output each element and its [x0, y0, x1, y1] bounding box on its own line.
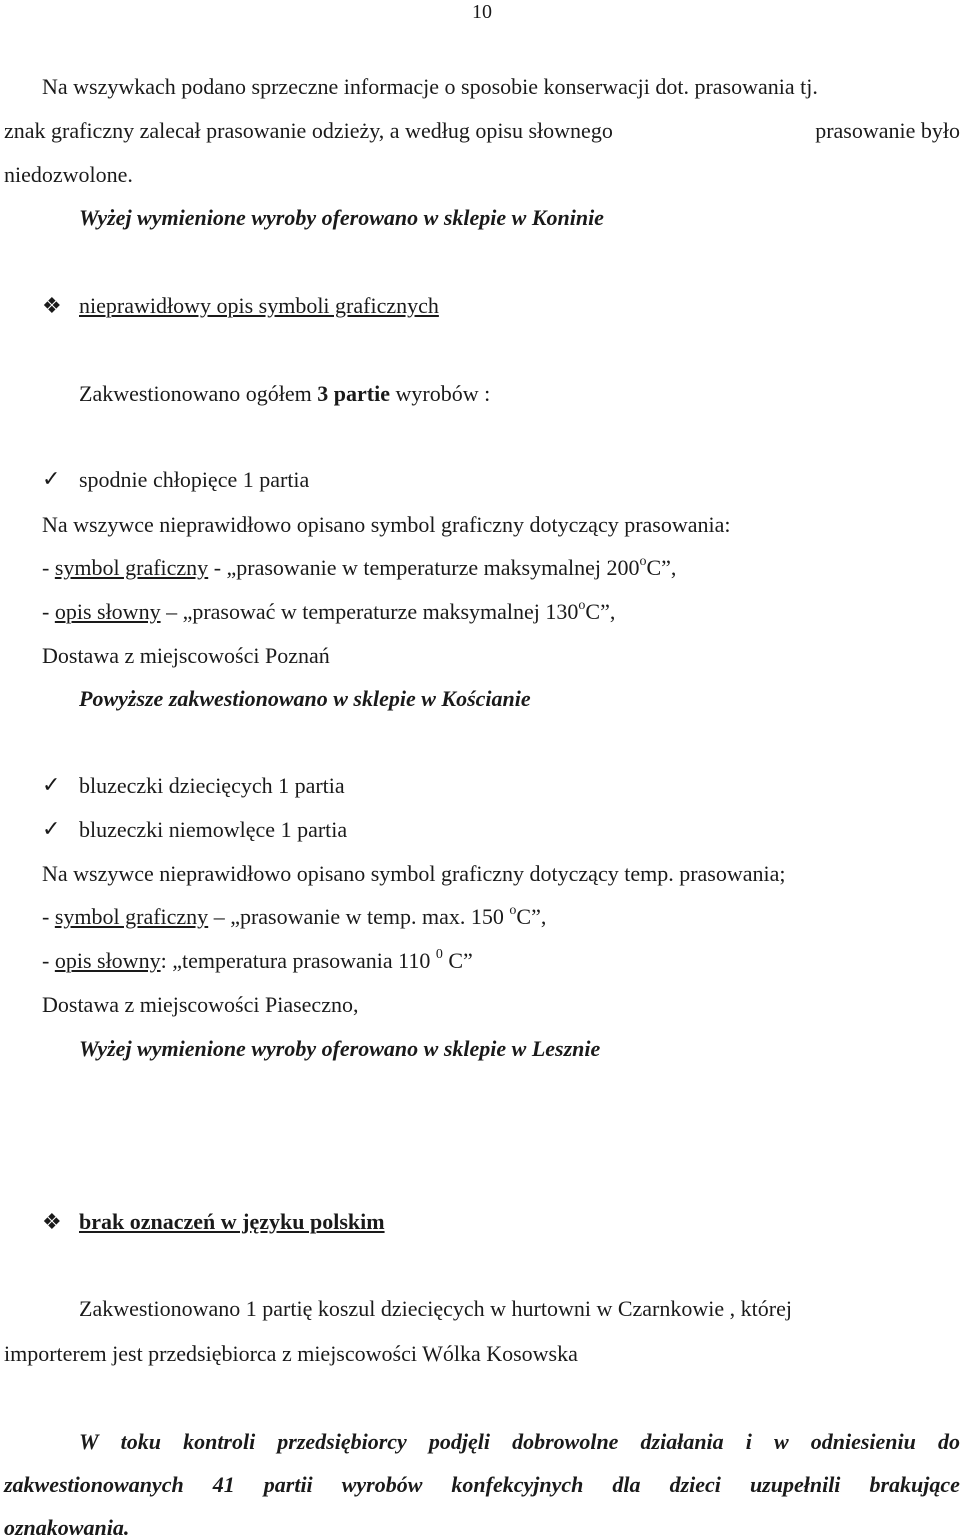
summary-line — [79, 383, 490, 405]
conclusion-word: toku — [120, 1429, 161, 1454]
section-heading: nieprawidłowy opis symboli graficznych — [79, 293, 439, 318]
description-line — [42, 947, 473, 973]
text-span: symbol graficzny — [54, 904, 209, 929]
supply-line: Dostawa z miejscowości Piaseczno, — [42, 992, 359, 1017]
text-span: - „prasowanie w temperaturze maksymalnej 200 — [208, 555, 640, 580]
text-span: - — [42, 599, 55, 624]
page-number: 10 — [472, 1, 492, 23]
conclusion-word: konfekcyjnych — [451, 1472, 584, 1497]
text-span: – „prasować w temperaturze maksymalnej 130 — [160, 599, 579, 624]
conclusion-word: przedsiębiorcy — [277, 1429, 407, 1454]
conclusion-word: zakwestionowanych — [4, 1472, 184, 1497]
conclusion-word: partii — [263, 1472, 313, 1497]
text-span: C” — [442, 948, 473, 973]
text-span: C”, — [585, 599, 616, 624]
description-line: Na wszywce nieprawidłowo opisano symbol graficzny dotyczący temp. prasowania; — [42, 861, 786, 886]
conclusion-line — [79, 1431, 960, 1453]
conclusion-word: podjęli — [428, 1429, 491, 1454]
conclusion-word: dobrowolne — [512, 1429, 619, 1454]
text-span: – „prasowanie w temp. max. 150 — [208, 904, 510, 929]
section-heading: brak oznaczeń w języku polskim — [79, 1209, 385, 1234]
text-span: - — [42, 555, 55, 580]
conclusion-word: do — [937, 1429, 960, 1454]
checkmark-icon: ✓ — [42, 467, 61, 492]
text-span: - — [42, 904, 55, 929]
diamond-bullet-icon: ❖ — [42, 1209, 62, 1234]
product-item: bluzeczki niemowlęce 1 partia — [79, 817, 348, 842]
text-span: C”, — [516, 904, 547, 929]
conclusion-word: działania — [640, 1429, 724, 1454]
description-line — [42, 598, 616, 624]
text-span: - — [42, 948, 55, 973]
text-span: 3 partie — [317, 381, 390, 406]
text-span: wyrobów : — [390, 381, 491, 406]
text-span: znak graficzny zalecał prasowanie odzieży, a według opisu słownego — [4, 118, 613, 143]
superscript: o — [639, 554, 647, 569]
conclusion-word: wyrobów — [341, 1472, 423, 1497]
checkmark-icon: ✓ — [42, 817, 61, 842]
location-note: Wyżej wymienione wyroby oferowano w sklepie w Lesznie — [79, 1036, 601, 1061]
checkmark-icon: ✓ — [42, 773, 61, 798]
conclusion-word: odniesieniu — [810, 1429, 916, 1454]
text-span: opis słowny — [54, 948, 161, 973]
conclusion-line — [4, 1474, 960, 1496]
conclusion-word: kontroli — [183, 1429, 256, 1454]
supply-line: Dostawa z miejscowości Poznań — [42, 643, 330, 668]
conclusion-word: i — [745, 1429, 752, 1454]
product-item: bluzeczki dziecięcych 1 partia — [79, 773, 345, 798]
conclusion-word: brakujące — [869, 1472, 960, 1497]
text-span: symbol graficzny — [54, 555, 209, 580]
text-span: C”, — [646, 555, 677, 580]
superscript: o — [509, 903, 517, 918]
conclusion-line: oznakowania. — [4, 1515, 130, 1540]
location-note: Wyżej wymienione wyroby oferowano w sklepie w Koninie — [79, 205, 604, 230]
location-note: Powyższe zakwestionowano w sklepie w Kościanie — [79, 686, 531, 711]
conclusion-word: w — [773, 1429, 789, 1454]
symbol-line — [42, 554, 677, 580]
conclusion-word: 41 — [212, 1472, 235, 1497]
diamond-bullet-icon: ❖ — [42, 293, 62, 318]
superscript: 0 — [435, 947, 443, 962]
paragraph-line: importerem jest przedsiębiorca z miejscowości Wólka Kosowska — [4, 1341, 578, 1366]
symbol-line — [42, 903, 547, 929]
paragraph-line: niedozwolone. — [4, 162, 133, 187]
conclusion-word: dla — [612, 1472, 641, 1497]
paragraph-line: Na wszywkach podano sprzeczne informacje o sposobie konserwacji dot. prasowania tj. — [42, 74, 818, 99]
paragraph-line — [4, 120, 960, 142]
text-span: prasowanie było — [815, 118, 960, 143]
conclusion-word: dzieci — [669, 1472, 721, 1497]
product-item: spodnie chłopięce 1 partia — [79, 467, 310, 492]
conclusion-word: W — [79, 1429, 99, 1454]
text-span: Zakwestionowano ogółem — [79, 381, 318, 406]
text-span: : „temperatura prasowania 110 — [160, 948, 436, 973]
description-line: Na wszywce nieprawidłowo opisano symbol graficzny dotyczący prasowania: — [42, 512, 731, 537]
conclusion-word: uzupełnili — [749, 1472, 841, 1497]
text-span: opis słowny — [54, 599, 161, 624]
superscript: o — [578, 598, 586, 613]
paragraph-line: Zakwestionowano 1 partię koszul dziecięcych w hurtowni w Czarnkowie , której — [79, 1296, 792, 1321]
